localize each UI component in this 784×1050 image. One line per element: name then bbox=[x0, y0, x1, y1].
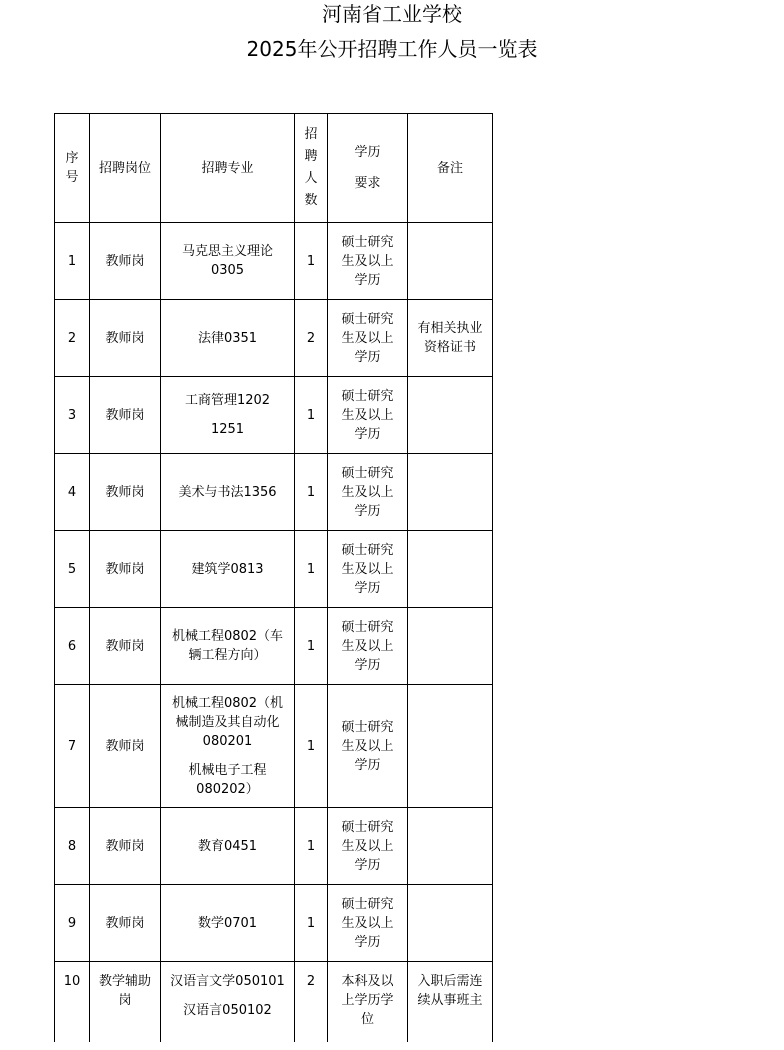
table-row bbox=[55, 223, 493, 300]
cell-remarks bbox=[408, 685, 493, 808]
cell-major: 机械工程0802（车 辆工程方向） bbox=[161, 608, 295, 685]
cell-major: 机械工程0802（机 械制造及其自动化 080201 机械电子工程 080202） bbox=[161, 685, 295, 808]
cell-education: 硕士研究 生及以上 学历 bbox=[328, 608, 408, 685]
cell-remarks bbox=[408, 531, 493, 608]
cell-position: 教学辅助 岗 bbox=[90, 962, 161, 1042]
cell-major: 汉语言文学050101 汉语言050102 bbox=[161, 962, 295, 1042]
cell-position: 教师岗 bbox=[90, 223, 161, 300]
cell-seq: 8 bbox=[55, 808, 90, 885]
cell-count: 1 bbox=[295, 377, 328, 454]
cell-position: 教师岗 bbox=[90, 531, 161, 608]
cell-seq: 4 bbox=[55, 454, 90, 531]
cell-education: 硕士研究 生及以上 学历 bbox=[328, 223, 408, 300]
cell-position: 教师岗 bbox=[90, 808, 161, 885]
cell-remarks bbox=[408, 454, 493, 531]
table-row bbox=[55, 377, 493, 454]
cell-education: 硕士研究 生及以上 学历 bbox=[328, 885, 408, 962]
cell-remarks bbox=[408, 608, 493, 685]
cell-seq: 9 bbox=[55, 885, 90, 962]
page-subtitle: 2025年公开招聘工作人员一览表 bbox=[246, 37, 538, 61]
table-row bbox=[55, 885, 493, 962]
cell-count: 2 bbox=[295, 300, 328, 377]
cell-count: 1 bbox=[295, 685, 328, 808]
cell-major: 教育0451 bbox=[161, 808, 295, 885]
cell-education: 硕士研究 生及以上 学历 bbox=[328, 808, 408, 885]
cell-remarks: 入职后需连 续从事班主 bbox=[408, 962, 493, 1042]
cell-count: 2 bbox=[295, 962, 328, 1042]
cell-seq: 3 bbox=[55, 377, 90, 454]
cell-position: 教师岗 bbox=[90, 300, 161, 377]
cell-position: 教师岗 bbox=[90, 454, 161, 531]
table-row bbox=[55, 962, 493, 1042]
cell-education: 硕士研究 生及以上 学历 bbox=[328, 454, 408, 531]
cell-remarks bbox=[408, 377, 493, 454]
cell-remarks: 有相关执业 资格证书 bbox=[408, 300, 493, 377]
cell-count: 1 bbox=[295, 608, 328, 685]
table-row bbox=[55, 300, 493, 377]
table-header-row bbox=[55, 114, 493, 223]
cell-education: 本科及以 上学历学 位 bbox=[328, 962, 408, 1042]
cell-major: 马克思主义理论 0305 bbox=[161, 223, 295, 300]
header-position: 招聘岗位 bbox=[90, 114, 161, 223]
table-row bbox=[55, 808, 493, 885]
header-major: 招聘专业 bbox=[161, 114, 295, 223]
cell-remarks bbox=[408, 223, 493, 300]
cell-remarks bbox=[408, 808, 493, 885]
table-row bbox=[55, 531, 493, 608]
header-count: 招 聘 人 数 bbox=[295, 114, 328, 223]
table-row bbox=[55, 685, 493, 808]
cell-seq: 6 bbox=[55, 608, 90, 685]
cell-major: 数学0701 bbox=[161, 885, 295, 962]
table-row bbox=[55, 608, 493, 685]
cell-seq: 1 bbox=[55, 223, 90, 300]
cell-position: 教师岗 bbox=[90, 885, 161, 962]
cell-count: 1 bbox=[295, 808, 328, 885]
recruitment-table bbox=[54, 113, 493, 1042]
cell-major: 美术与书法1356 bbox=[161, 454, 295, 531]
header-seq: 序 号 bbox=[55, 114, 90, 223]
cell-count: 1 bbox=[295, 531, 328, 608]
cell-count: 1 bbox=[295, 454, 328, 531]
cell-major: 法律0351 bbox=[161, 300, 295, 377]
cell-major: 工商管理1202 1251 bbox=[161, 377, 295, 454]
cell-position: 教师岗 bbox=[90, 608, 161, 685]
cell-seq: 5 bbox=[55, 531, 90, 608]
cell-education: 硕士研究 生及以上 学历 bbox=[328, 685, 408, 808]
cell-seq: 7 bbox=[55, 685, 90, 808]
table-row bbox=[55, 454, 493, 531]
cell-education: 硕士研究 生及以上 学历 bbox=[328, 377, 408, 454]
cell-remarks bbox=[408, 885, 493, 962]
cell-major: 建筑学0813 bbox=[161, 531, 295, 608]
cell-position: 教师岗 bbox=[90, 377, 161, 454]
cell-seq: 10 bbox=[55, 962, 90, 1042]
page-title: 河南省工业学校 bbox=[322, 2, 462, 26]
cell-count: 1 bbox=[295, 885, 328, 962]
header-remarks: 备注 bbox=[408, 114, 493, 223]
cell-education: 硕士研究 生及以上 学历 bbox=[328, 531, 408, 608]
cell-education: 硕士研究 生及以上 学历 bbox=[328, 300, 408, 377]
header-education: 学历 要求 bbox=[328, 114, 408, 223]
cell-position: 教师岗 bbox=[90, 685, 161, 808]
cell-seq: 2 bbox=[55, 300, 90, 377]
cell-count: 1 bbox=[295, 223, 328, 300]
